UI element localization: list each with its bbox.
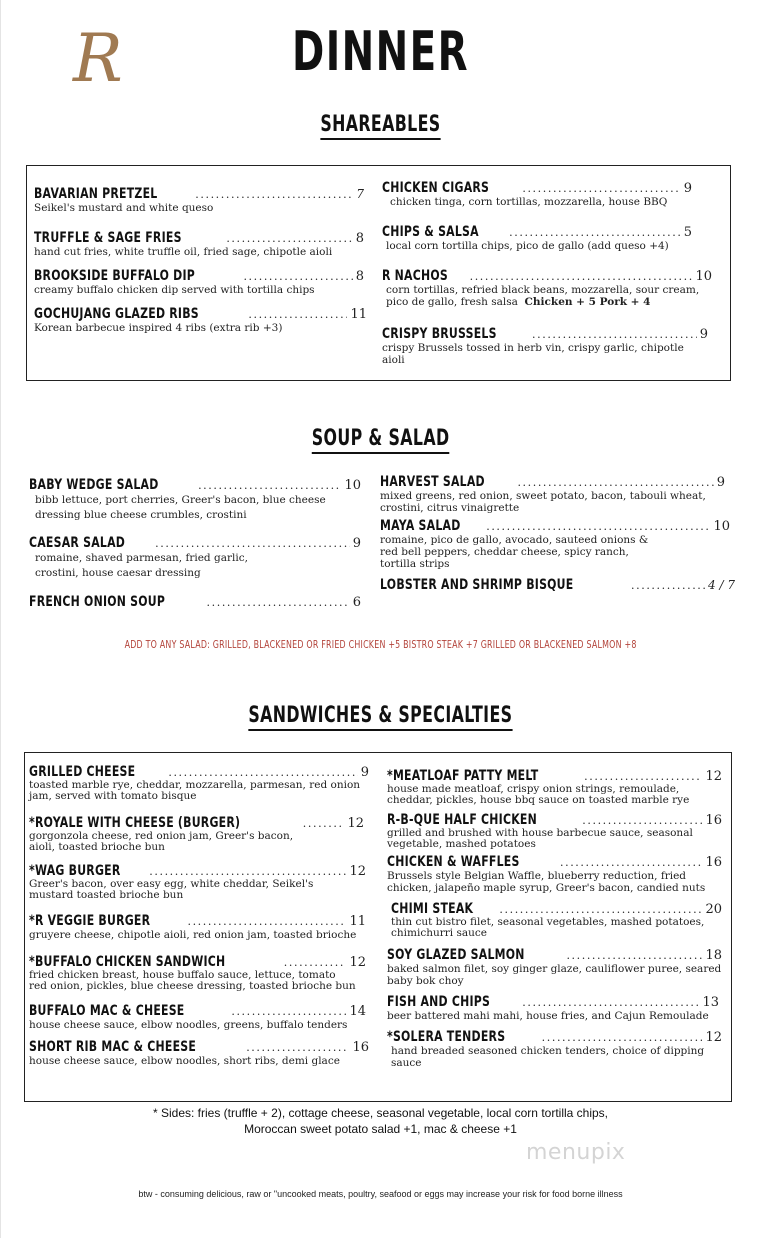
menu-item: BUFFALO MAC & CHEESE ..... 14 house cheese sauce, elbow noodles, greens, buffalo tenders [29,1003,366,1031]
watermark: menupix [526,1140,626,1165]
menu-item: FRENCH ONION SOUP ..... 6 [29,594,361,610]
menu-item: SOY GLAZED SALMON ..... 18 baked salmon filet, soy ginger glaze, cauliflower puree, seared baby bok choy [387,947,722,987]
logo-letter: R [73,20,121,97]
salad-addon-note: ADD TO ANY SALAD: GRILLED, BLACKENED OR FRIED CHICKEN +5 BISTRO STEAK +7 GRILLED OR BLACKENED SALMON +8 [124,638,637,651]
menu-item: *MEATLOAF PATTY MELT ..... 12 house made meatloaf, crispy onion strings, remoulade, cheddar, pickles, house bbq sauce on toasted marble rye [387,768,722,806]
menu-item: HARVEST SALAD ..... 9 mixed greens, red onion, sweet potato, bacon, tabouli wheat, crostini, citrus vinaigrette [380,474,725,514]
menu-item: GRILLED CHEESE ..... 9 toasted marble rye, cheddar, mozzarella, parmesan, red onion jam, served with tomato bisque [29,764,369,802]
menu-item: BABY WEDGE SALAD ..... 10 bibb lettuce, port cherries, Greer's bacon, blue cheese dressing blue cheese crumbles, crostini [29,477,361,523]
section-title-soup-salad: SOUP & SALAD [1,426,759,454]
disclaimer: btw - consuming delicious, raw or "uncooked meats, poultry, seafood or eggs may increase your risk for food borne illness [138,1189,623,1199]
menu-item: CRISPY BRUSSELS ..... 9 crispy Brussels tossed in herb vin, crispy garlic, chipotle aioli [382,326,708,366]
menu-item: *ROYALE WITH CHEESE (BURGER) ..... 12 gorgonzola cheese, red onion jam, Greer's bacon, aioli, toasted brioche bun [29,815,364,853]
menu-item: R-B-QUE HALF CHICKEN ..... 16 grilled and brushed with house barbecue sauce, seasonal vegetable, mashed potatoes [387,812,722,850]
section-title-shareables: SHAREABLES [1,112,759,140]
menu-item: *SOLERA TENDERS ..... 12 hand breaded seasoned chicken tenders, choice of dipping sauce [387,1029,722,1069]
menu-item: CHICKEN & WAFFLES ..... 16 Brussels style Belgian Waffle, blueberry reduction, fried chicken, jalapeño maple syrup, Greer's bacon, candied nuts [387,854,722,894]
menu-item: *WAG BURGER ..... 12 Greer's bacon, over easy egg, white cheddar, Seikel's mustard toasted brioche bun [29,863,366,901]
menu-item: LOBSTER AND SHRIMP BISQUE ..... 4 / 7 [380,577,735,593]
menu-item: BROOKSIDE BUFFALO DIP ..... 8 creamy buffalo chicken dip served with tortilla chips [34,268,364,296]
menu-item: CAESAR SALAD ..... 9 romaine, shaved parmesan, fried garlic, crostini, house caesar dressing [29,535,361,581]
menu-item: SHORT RIB MAC & CHEESE ..... 16 house cheese sauce, elbow noodles, short ribs, demi glace [29,1039,369,1067]
menu-item: R NACHOS ..... 10 corn tortillas, refried black beans, mozzarella, sour cream, pico de gallo, fresh salsa Chicken + 5 Pork + 4 [382,268,712,308]
menu-item: *R VEGGIE BURGER ..... 11 gruyere cheese, chipotle aioli, red onion jam, toasted brioche [29,913,366,941]
menu-item: TRUFFLE & SAGE FRIES ..... 8 hand cut fries, white truffle oil, fried sage, chipotle aioli [34,230,364,258]
menu-item: CHIPS & SALSA ..... 5 local corn tortilla chips, pico de gallo (add queso +4) [382,224,692,252]
menu-item: CHICKEN CIGARS ..... 9 chicken tinga, corn tortillas, mozzarella, house BBQ [382,180,692,208]
section-title-sandwiches: SANDWICHES & SPECIALTIES [1,703,759,731]
menu-item: CHIMI STEAK ..... 20 thin cut bistro filet, seasonal vegetables, mashed potatoes, chimichurri sauce [391,901,722,939]
menu-item: FISH AND CHIPS ..... 13 beer battered mahi mahi, house fries, and Cajun Remoulade [387,994,719,1022]
menu-item: *BUFFALO CHICKEN SANDWICH ..... 12 fried chicken breast, house buffalo sauce, lettuce, tomato red onion, pickles, blue cheese dressing, toasted brioche bun [29,954,366,992]
sides-note: * Sides: fries (truffle + 2), cottage cheese, seasonal vegetable, local corn tortilla chips, Moroccan sweet potato salad +1, mac & cheese +1 [152,1106,609,1136]
page-title: DINNER [292,20,469,83]
menu-item: MAYA SALAD ..... 10 romaine, pico de gallo, avocado, sauteed onions & red bell peppers, cheddar cheese, spicy ranch, tortilla strips [380,518,730,570]
menu-item: BAVARIAN PRETZEL ..... 7 Seikel's mustard and white queso [34,186,364,214]
menu-item: GOCHUJANG GLAZED RIBS ..... 11 Korean barbecue inspired 4 ribs (extra rib +3) [34,306,367,334]
